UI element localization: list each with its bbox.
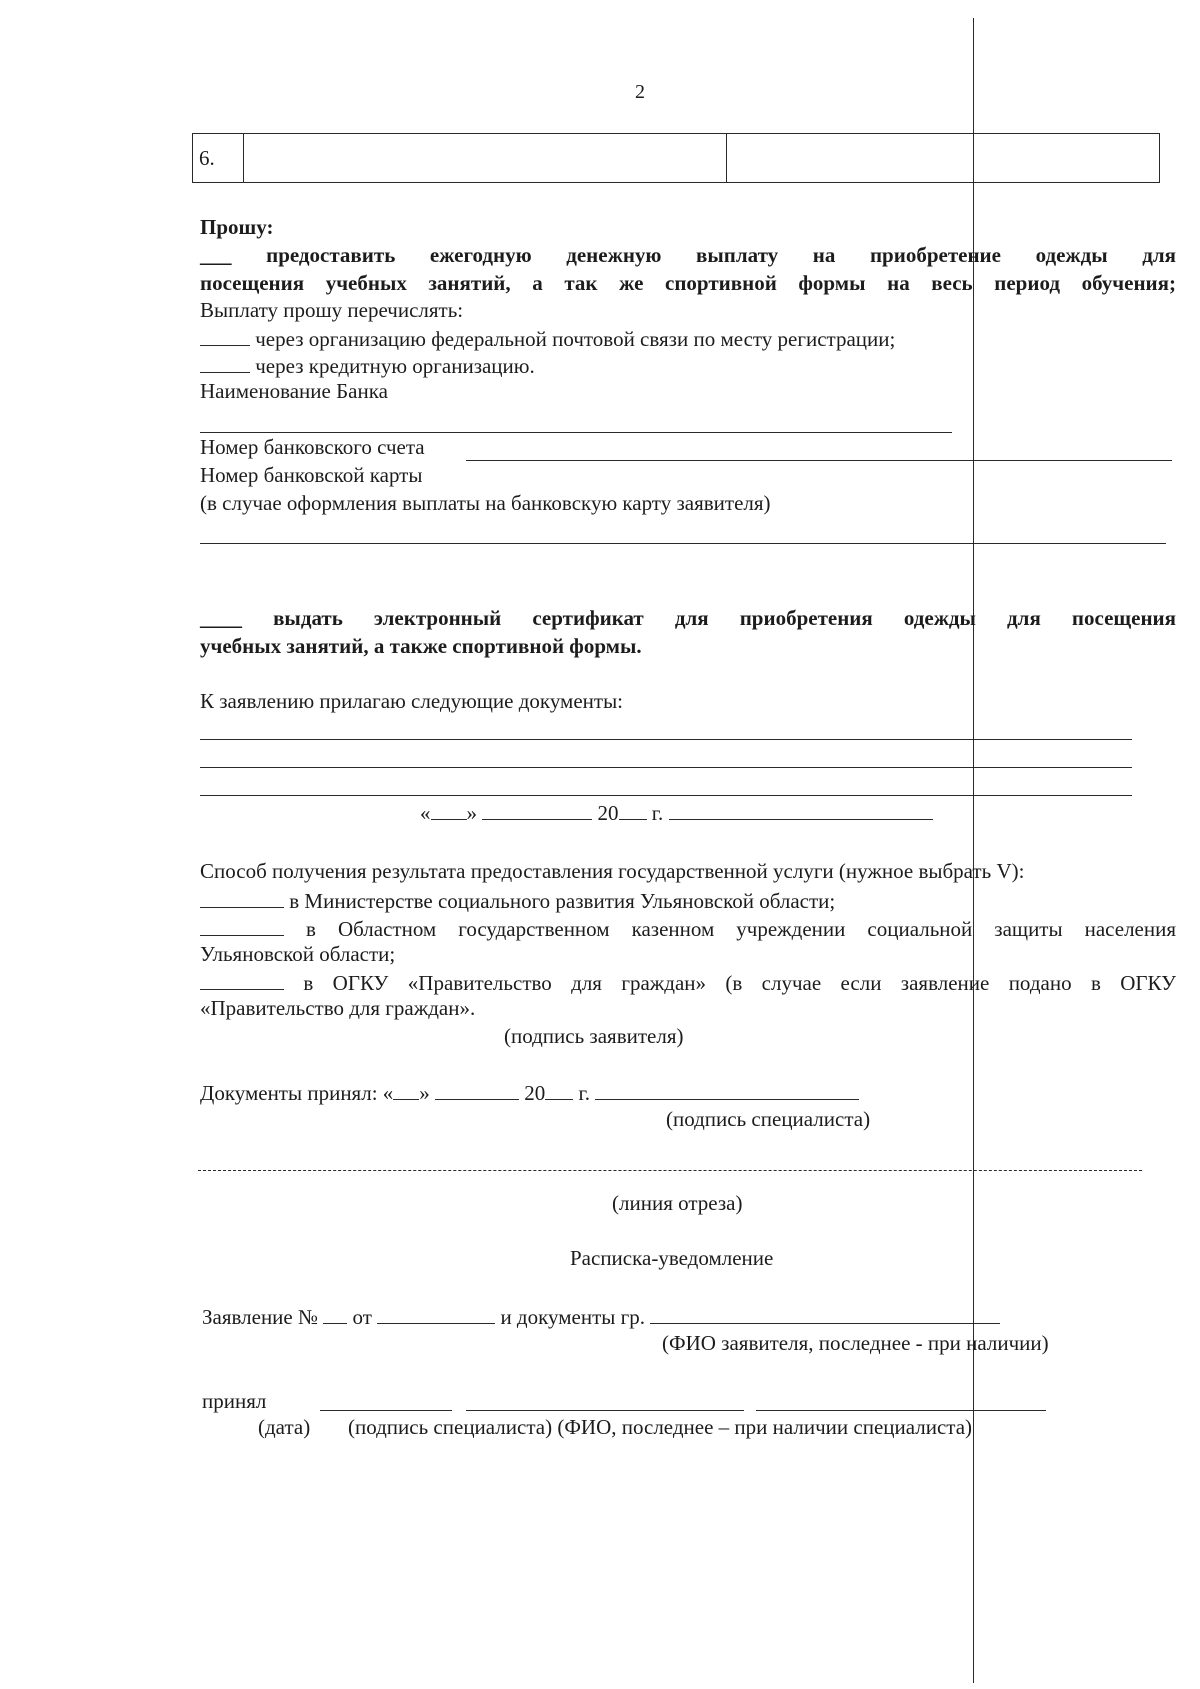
bank-name-field[interactable] (200, 432, 952, 433)
receipt-government-blank[interactable] (200, 968, 284, 990)
receipt-method-intro: Способ получения результата предоставления государственной услуги (нужное выбрать V): (200, 859, 1025, 883)
receipt-option-ogku-line1 (200, 914, 1176, 942)
option2-line2: учебных занятий, а также спортивной формы. (200, 634, 642, 658)
receipt-option-ogku-line2: Ульяновской области; (200, 942, 396, 966)
accepted-quote-close: » (419, 1081, 430, 1105)
payout-post-option (200, 324, 895, 352)
attachments-line-1[interactable] (200, 739, 1132, 740)
table-row (193, 134, 1160, 183)
application-date-field[interactable] (377, 1302, 495, 1324)
receipt-option-ministry (200, 886, 835, 914)
cut-line (198, 1170, 1142, 1171)
applicant-signature-caption: (подпись заявителя) (504, 1024, 684, 1048)
option2-text: выдать электронный сертификат для приобретения одежды для посещения (273, 606, 1177, 630)
option2-checkbox-blank[interactable]: ____ (200, 606, 242, 630)
receipt-application-row (202, 1302, 1000, 1330)
application-from-label: от (352, 1305, 372, 1329)
receipt-title: Расписка-уведомление (570, 1246, 774, 1270)
receipt-option-government-line2: «Правительство для граждан». (200, 996, 476, 1020)
specialist-signature-caption: (подпись специалиста) (666, 1107, 871, 1131)
table-cell-3[interactable] (727, 134, 1160, 183)
cut-line-label: (линия отреза) (612, 1191, 743, 1215)
receipt-date-field[interactable] (320, 1410, 452, 1411)
payout-bank-option (200, 351, 535, 379)
date-quote-open: « (420, 801, 431, 825)
applicant-signature-field[interactable] (669, 798, 933, 820)
receipt-government-text: в ОГКУ «Правительство для граждан» (в случае если заявление подано в ОГКУ (303, 971, 1176, 995)
receipt-ogku-text: в Областном государственном казенном учреждении социальной защиты населения (306, 917, 1177, 941)
receipt-specialist-fio-field[interactable] (756, 1410, 1046, 1411)
accepted-label: Документы принял: « (200, 1081, 394, 1105)
option2-line1 (200, 605, 1176, 631)
attachments-date (420, 798, 933, 826)
applicant-fio-caption: (ФИО заявителя, последнее - при наличии) (662, 1331, 1049, 1355)
application-number-field[interactable] (323, 1302, 347, 1324)
receipt-ogku-blank[interactable] (200, 914, 284, 936)
card-label: Номер банковской карты (200, 463, 423, 487)
page-number: 2 (635, 81, 645, 103)
table-cell-number: 6. (193, 134, 244, 183)
attachments-line-3[interactable] (200, 795, 1132, 796)
option1-text: предоставить ежегодную денежную выплату на приобретение одежды для (266, 243, 1177, 267)
option1-checkbox-blank[interactable]: ___ (200, 243, 232, 267)
date-quote-close: » (466, 801, 477, 825)
specialist-signature-field[interactable] (595, 1078, 859, 1100)
table-cell-2[interactable] (244, 134, 727, 183)
date-suffix: г. (651, 801, 664, 825)
payout-post-text: через организацию федеральной почтовой связи по месту регистрации; (255, 327, 896, 351)
receipt-ministry-text: в Министерстве социального развития Ульяновской области; (289, 889, 836, 913)
accepted-month-field[interactable] (435, 1078, 519, 1100)
date-day-field[interactable] (431, 798, 467, 820)
request-heading: Прошу: (200, 215, 274, 239)
option1-line2: посещения учебных занятий, а так же спортивной формы на весь период обучения; (200, 271, 1176, 295)
receipt-date-caption: (дата) (258, 1415, 311, 1439)
documents-of-label: и документы гр. (500, 1305, 645, 1329)
account-number-field[interactable] (466, 460, 1172, 461)
attachments-line-2[interactable] (200, 767, 1132, 768)
card-note: (в случае оформления выплаты на банковскую карту заявителя) (200, 491, 771, 515)
option1-line1 (200, 242, 1176, 268)
documents-accepted-row (200, 1078, 859, 1106)
payout-post-blank[interactable] (200, 324, 250, 346)
card-number-field[interactable] (200, 543, 1166, 544)
attachments-label: К заявлению прилагаю следующие документы: (200, 689, 624, 713)
accepted-suffix: г. (578, 1081, 591, 1105)
accepted-year-prefix: 20 (524, 1081, 546, 1105)
receipt-accepted-label: принял (202, 1389, 267, 1413)
payout-intro: Выплату прошу перечислять: (200, 298, 464, 322)
accepted-day-field[interactable] (393, 1078, 419, 1100)
receipt-option-government-line1 (200, 968, 1176, 996)
receipt-signature-field[interactable] (466, 1410, 744, 1411)
bank-name-label: Наименование Банка (200, 379, 388, 403)
payout-bank-text: через кредитную организацию. (255, 354, 535, 378)
accepted-year-field[interactable] (545, 1078, 573, 1100)
date-year-prefix: 20 (597, 801, 619, 825)
payout-bank-blank[interactable] (200, 351, 250, 373)
date-month-field[interactable] (482, 798, 592, 820)
application-number-label: Заявление № (202, 1305, 319, 1329)
applicant-fio-field[interactable] (650, 1302, 1000, 1324)
account-label: Номер банковского счета (200, 435, 425, 459)
applicant-table (192, 133, 1160, 183)
receipt-sign-caption: (подпись специалиста) (ФИО, последнее – при наличии специалиста) (348, 1415, 973, 1439)
receipt-ministry-blank[interactable] (200, 886, 284, 908)
date-year-field[interactable] (619, 798, 647, 820)
